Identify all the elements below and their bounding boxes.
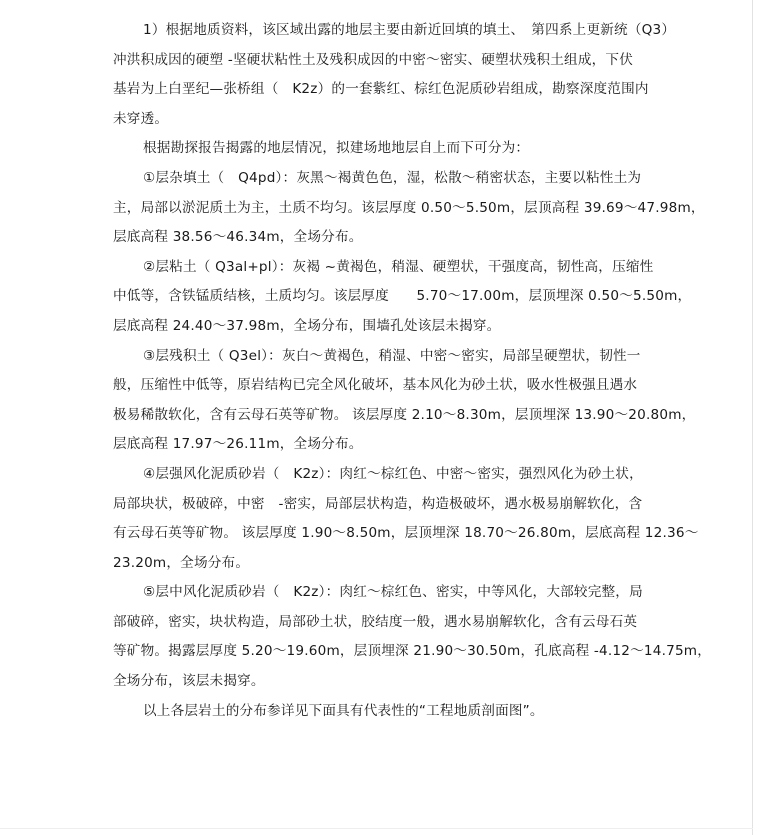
layer-1-line-1: ①层杂填土（ Q4pd）：灰黑～褐黄色色，湿，松散～稍密状态，主要以粘性土为 — [143, 169, 642, 186]
layer-3-line-4: 层底高程 17.97～26.11m，全场分布。 — [113, 436, 363, 453]
paragraph-closing — [113, 697, 698, 727]
intro-line-3: 基岩为上白垩纪—张桥组（ K2z）的一套紫红、棕红色泥质砂岩组成，勘察深度范围内 — [113, 81, 649, 98]
layer-4-line-2: 局部块状，极破碎，中密 -密实，局部层状构造，构造极破坏，遇水极易崩解软化，含 — [113, 495, 643, 512]
paragraph-layer-4 — [113, 460, 698, 578]
document-body — [113, 16, 712, 726]
intro-line-2: 冲洪积成因的硬塑 -坚硬状粘性土及残积成因的中密～密实、硬塑状残积土组成，下伏 — [113, 51, 633, 68]
paragraph-intro — [113, 16, 698, 134]
page-edge-divider — [752, 0, 753, 835]
paragraph-summary — [113, 134, 698, 164]
summary-line-1: 根据勘探报告揭露的地层情况，拟建场地地层自上而下可分为： — [143, 140, 530, 157]
layer-3-line-3: 极易稀散软化，含有云母石英等矿物。 该层厚度 2.10～8.30m，层顶埋深 13.90～20.80m， — [113, 406, 696, 423]
layer-4-line-4: 23.20m，全场分布。 — [113, 554, 250, 571]
paragraph-layer-1 — [113, 164, 705, 253]
intro-line-1: 1）根据地质资料，该区域出露的地层主要由新近回填的填土、 第四系上更新统（Q3） — [143, 22, 676, 38]
layer-2-line-1: ②层粘土（ Q3al+pl）：灰褐 ~黄褐色，稍湿、硬塑状，干强度高，韧性高，压缩性 — [143, 258, 654, 275]
paragraph-layer-3 — [113, 342, 698, 460]
layer-5-line-2: 部破碎，密实，块状构造，局部砂土状，胶结度一般，遇水易崩解软化，含有云母石英 — [113, 613, 638, 630]
layer-3-line-2: 般，压缩性中低等，原岩结构已完全风化破坏，基本风化为砂土状，吸水性极强且遇水 — [113, 377, 638, 394]
layer-2-line-2: 中低等，含铁锰质结核，土质均匀。该层厚度 5.70～17.00m，层顶埋深 0.50～5.50m， — [113, 288, 692, 305]
layer-4-line-3: 有云母石英等矿物。 该层厚度 1.90～8.50m，层顶埋深 18.70～26.80m，层底高程 12.36～ — [113, 525, 699, 542]
layer-1-line-3: 层底高程 38.56～46.34m，全场分布。 — [113, 229, 363, 246]
closing-line-1: 以上各层岩土的分布参详见下面具有代表性的“工程地质剖面图”。 — [143, 702, 544, 719]
page-bottom-divider — [0, 828, 753, 829]
layer-3-line-1: ③层残积土（ Q3el）：灰白～黄褐色，稍湿、中密～密实，局部呈硬塑状，韧性一 — [143, 347, 641, 364]
paragraph-layer-2 — [113, 253, 698, 342]
layer-1-line-2: 主，局部以淤泥质土为主，土质不均匀。该层厚度 0.50～5.50m，层顶高程 39.69～47.98m， — [113, 199, 705, 216]
layer-4-line-1: ④层强风化泥质砂岩（ K2z）：肉红～棕红色、中密～密实，强烈风化为砂土状， — [143, 465, 643, 482]
layer-5-line-4: 全场分布，该层未揭穿。 — [113, 673, 265, 690]
layer-2-line-3: 层底高程 24.40～37.98m，全场分布，围墙孔处该层未揭穿。 — [113, 317, 501, 334]
layer-5-line-3: 等矿物。揭露层厚度 5.20～19.60m，层顶埋深 21.90～30.50m，孔底高程 -4.12～14.75m， — [113, 643, 712, 660]
intro-line-4: 未穿透。 — [113, 110, 169, 127]
paragraph-layer-5 — [113, 578, 712, 696]
layer-5-line-1: ⑤层中风化泥质砂岩（ K2z）：肉红～棕红色、密实，中等风化，大部较完整，局 — [143, 584, 643, 601]
